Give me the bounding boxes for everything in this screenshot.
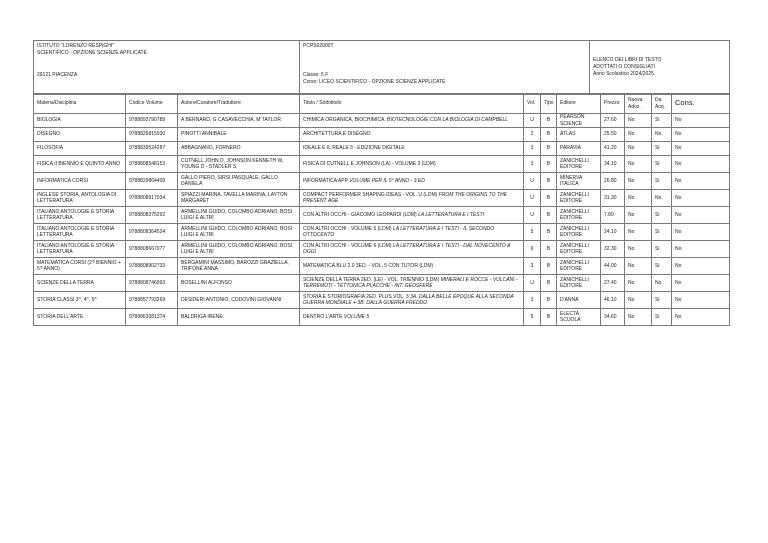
- cell-vol: U: [524, 207, 541, 224]
- cell-cons: No: [672, 156, 730, 173]
- cell-vol: U: [524, 275, 541, 292]
- list-title-1: ELENCO DEI LIBRI DI TESTO: [593, 57, 662, 63]
- cell-code: 9788857793269: [126, 292, 178, 309]
- cell-cons: No: [672, 207, 730, 224]
- cell-code: 9788808667977: [126, 241, 178, 258]
- cell-title: [300, 258, 524, 275]
- cell-publisher: ELECTA SCUOLA: [557, 309, 601, 326]
- table-row: [34, 275, 730, 292]
- cell-type: B: [541, 258, 557, 275]
- cell-title: [300, 292, 524, 309]
- cell-title-subtitle: LA LETTERATURA E I TESTI: [418, 211, 485, 218]
- cell-authors: CUTNELL JOHN D, JOHNSON KENNETH W, YOUNG D - STADLER S: [178, 156, 300, 173]
- cell-title: [300, 190, 524, 207]
- cell-new: No: [625, 190, 652, 207]
- cell-title-subtitle: CON LA BIOLOGIA DI CAMPBELL: [429, 117, 508, 124]
- cell-type: B: [541, 309, 557, 326]
- cell-title-subtitle: LA LETTERATURA E I TESTI - DAL NOVECENTO A OGGI: [303, 242, 511, 255]
- cell-title-subtitle: FROM THE ORIGINS TO THE PRESENT AGE: [303, 191, 507, 204]
- col-vol: Vol.: [524, 94, 541, 114]
- cell-code: 9788808746993: [126, 275, 178, 292]
- cell-title-main: CON ALTRI OCCHI - VOLUME 6 (LDM): [303, 242, 392, 249]
- cell-subject: STORIA CLASSI 3^, 4^, 5^: [34, 292, 126, 309]
- cell-vol: 5: [524, 224, 541, 241]
- cell-new: No: [625, 292, 652, 309]
- cell-authors: DESIDERI ANTONIO, CODOVINI GIOVANNI: [178, 292, 300, 309]
- cell-new: No: [625, 258, 652, 275]
- cell-new: No: [625, 275, 652, 292]
- col-authors: Autore/Curatore/Traduttore: [178, 94, 300, 114]
- cell-type: B: [541, 241, 557, 258]
- table-row: [34, 190, 730, 207]
- cell-title-subtitle: MINERALI E ROCCE - VULCANI - TERREMOTI - TETTONICA PLACCHE - INT. GEOSFERE: [303, 276, 518, 289]
- cell-buy: Si: [652, 241, 672, 258]
- cell-buy: Si: [652, 292, 672, 309]
- cell-price: 26.80: [601, 173, 625, 190]
- cell-publisher: MINERVA ITALICA: [557, 173, 601, 190]
- cell-cons: No: [672, 128, 730, 142]
- col-cons: Cons.: [672, 94, 730, 114]
- cell-price: 32.30: [601, 241, 625, 258]
- cell-buy: Si: [652, 156, 672, 173]
- cell-buy: Si: [652, 142, 672, 156]
- table-row: [34, 128, 730, 142]
- cell-code: 9788808364524: [126, 224, 178, 241]
- cell-publisher: ZANICHELLI EDITORE: [557, 207, 601, 224]
- cell-price: 34.60: [601, 309, 625, 326]
- cell-title-subtitle: LA LETTERATURA E I TESTI - IL SECONDO OTTOCENTO: [303, 225, 495, 238]
- cell-type: B: [541, 224, 557, 241]
- cell-publisher: ZANICHELLI EDITORE: [557, 156, 601, 173]
- cell-publisher: ZANICHELLI EDITORE: [557, 224, 601, 241]
- table-row: [34, 142, 730, 156]
- cell-title: [300, 224, 524, 241]
- cell-subject: ITALIANO ANTOLOGIE E STORIA LETTERATURA: [34, 224, 126, 241]
- table-row: [34, 156, 730, 173]
- cell-new: No: [625, 173, 652, 190]
- cell-vol: U: [524, 173, 541, 190]
- cell-publisher: D'ANNA: [557, 292, 601, 309]
- cell-price: 27.40: [601, 275, 625, 292]
- school-code: PCPS02000T: [303, 43, 334, 49]
- cell-price: 44.00: [601, 258, 625, 275]
- cell-authors: ARMELLINI GUIDO, COLOMBO ADRIANO, BOSI LUIGI E ALTRI: [178, 224, 300, 241]
- cell-subject: ITALIANO ANTOLOGIE E STORIA LETTERATURA: [34, 241, 126, 258]
- cell-buy: Si: [652, 114, 672, 128]
- document-header: [33, 40, 730, 95]
- col-to-buy-line1: Da: [655, 97, 662, 104]
- cell-type: B: [541, 275, 557, 292]
- table-row: [34, 241, 730, 258]
- cell-new: No: [625, 114, 652, 128]
- cell-subject: DISEGNO: [34, 128, 126, 142]
- cell-cons: No: [672, 258, 730, 275]
- cell-cons: No: [672, 241, 730, 258]
- list-info: [590, 41, 730, 95]
- cell-buy: No: [652, 275, 672, 292]
- table-row: [34, 258, 730, 275]
- col-new-adoption: [625, 94, 652, 114]
- cell-cons: No: [672, 292, 730, 309]
- cell-subject: SCIENZE DELLA TERRA: [34, 275, 126, 292]
- table-row: [34, 292, 730, 309]
- cell-cons: No: [672, 224, 730, 241]
- table-header-row: [34, 94, 730, 114]
- cell-authors: A BERNARD, G CASAVECCHIA, M TAYLOR: [178, 114, 300, 128]
- cell-authors: GALLO PIERO, SIRSI PASQUALE, GALLO DANIELA: [178, 173, 300, 190]
- cell-buy: Si: [652, 207, 672, 224]
- table-row: [34, 114, 730, 128]
- cell-code: 9788893790789: [126, 114, 178, 128]
- cell-price: 7.80: [601, 207, 625, 224]
- school-year: Anno Scolastico 2024/2025: [593, 71, 654, 77]
- cell-price: 27.60: [601, 114, 625, 128]
- cell-vol: 3: [524, 156, 541, 173]
- cell-vol: U: [524, 190, 541, 207]
- cell-type: B: [541, 292, 557, 309]
- table-row: [34, 173, 730, 190]
- cell-cons: No: [672, 275, 730, 292]
- cell-title: [300, 309, 524, 326]
- cell-type: B: [541, 128, 557, 142]
- cell-buy: No: [652, 190, 672, 207]
- cell-title: [300, 142, 524, 156]
- cell-title-subtitle: VOLUME PER IL 5° ANNO - 3 ED: [349, 177, 425, 184]
- cell-cons: No: [672, 309, 730, 326]
- cell-authors: BERGAMINI MASSIMO, BAROZZI GRAZIELLA, TRIFONE ANNA: [178, 258, 300, 275]
- cell-vol: 2: [524, 128, 541, 142]
- col-publisher: Editore: [557, 94, 601, 114]
- school-city: 29121 PIACENZA: [37, 72, 78, 78]
- cell-title-main: DENTRO L'ARTE: [303, 313, 343, 320]
- cell-buy: Si: [652, 224, 672, 241]
- cell-cons: No: [672, 142, 730, 156]
- cell-new: No: [625, 142, 652, 156]
- cell-title-subtitle: 3A. DALLA BELLE ÉPOQUE ALLA SECONDA GUERRA MONDIALE + 3B. DALLA GUERRA FREDDO: [303, 293, 514, 306]
- cell-buy: Si: [652, 173, 672, 190]
- col-new-adoption-line1: Nuova: [628, 97, 643, 104]
- table-row: [34, 207, 730, 224]
- cell-type: B: [541, 156, 557, 173]
- cell-code: 9788808902733: [126, 258, 178, 275]
- cell-price: 25.50: [601, 128, 625, 142]
- cell-code: 9788808548153: [126, 156, 178, 173]
- cell-new: No: [625, 309, 652, 326]
- cell-subject: STORIA DELL'ARTE: [34, 309, 126, 326]
- class-label: Classe: 5 F: [303, 72, 329, 78]
- cell-code: 9788826815930: [126, 128, 178, 142]
- cell-buy: Si: [652, 258, 672, 275]
- cell-code: 9788829864409: [126, 173, 178, 190]
- cell-price: 31.30: [601, 190, 625, 207]
- cell-subject: ITALIANO ANTOLOGIE E STORIA LETTERATURA: [34, 207, 126, 224]
- cell-type: B: [541, 173, 557, 190]
- cell-code: 9788839524287: [126, 142, 178, 156]
- cell-title-subtitle: VOLUME 5: [343, 313, 370, 320]
- cell-cons: No: [672, 114, 730, 128]
- cell-publisher: ZANICHELLI EDITORE: [557, 275, 601, 292]
- col-code: Codice Volume: [126, 94, 178, 114]
- cell-price: 46.10: [601, 292, 625, 309]
- cell-vol: 3: [524, 142, 541, 156]
- cell-subject: INGLESE STORIA, ANTOLOGIA DI LETTERATURA: [34, 190, 126, 207]
- cell-buy: No: [652, 128, 672, 142]
- cell-title-main: STORIA E STORIOGRAFIA 2ED. PLUS VOL. 3: [303, 293, 409, 300]
- cell-new: No: [625, 128, 652, 142]
- cell-title-main: CON ALTRI OCCHI - GIACOMO LEOPARDI (LDM): [303, 211, 417, 218]
- cell-title: [300, 207, 524, 224]
- cell-code: 9788808917034: [126, 190, 178, 207]
- cell-publisher: ZANICHELLI EDITORE: [557, 241, 601, 258]
- cell-subject: FISICA II BIENNIO E QUINTO ANNO: [34, 156, 126, 173]
- cell-publisher: PEARSON SCIENCE: [557, 114, 601, 128]
- table-row: [34, 224, 730, 241]
- cell-title-main: INFORMATICA APP: [303, 177, 348, 184]
- col-to-buy: [652, 94, 672, 114]
- cell-type: B: [541, 114, 557, 128]
- col-title: Titolo / Sottotitolo: [300, 94, 524, 114]
- cell-type: B: [541, 190, 557, 207]
- col-subject: Materia/Disciplina: [34, 94, 126, 114]
- cell-authors: BOSELLINI ALFONSO: [178, 275, 300, 292]
- cell-publisher: ZANICHELLI EDITORE: [557, 258, 601, 275]
- cell-title-main: COMPACT PERFORMER SHAPING IDEAS - VOL. U (LDM): [303, 191, 438, 198]
- cell-price: 34.10: [601, 156, 625, 173]
- cell-title-main: SCIENZE DELLA TERRA 2ED. (LE) - VOL. TRIENNIO (LDM): [303, 276, 440, 283]
- cell-type: B: [541, 207, 557, 224]
- col-type: Tipo: [541, 94, 557, 114]
- cell-price: 41.20: [601, 142, 625, 156]
- cell-publisher: PARAVIA: [557, 142, 601, 156]
- cell-authors: ARMELLINI GUIDO, COLOMBO ADRIANO, BOSI LUIGI E ALTRI: [178, 207, 300, 224]
- cell-subject: BIOLOGIA: [34, 114, 126, 128]
- cell-cons: No: [672, 190, 730, 207]
- cell-authors: PINOTTI ANNIBALE: [178, 128, 300, 142]
- cell-code: 9788863081374: [126, 309, 178, 326]
- table-row: [34, 309, 730, 326]
- cell-subject: FILOSOFIA: [34, 142, 126, 156]
- cell-title-main: IDEALE E IL REALE 3 - EDIZIONE DIGITALE: [303, 145, 405, 152]
- school-branch: SCIENTIFICO - OPZIONE SCIENZE APPLICATE: [37, 50, 147, 56]
- cell-new: No: [625, 207, 652, 224]
- cell-title: [300, 156, 524, 173]
- cell-publisher: ZANICHELLI EDITORE: [557, 190, 601, 207]
- cell-authors: SPIAZZI MARINA, TAVELLA MARINA, LAYTON MARGARET: [178, 190, 300, 207]
- school-info: [34, 41, 300, 95]
- cell-vol: U: [524, 114, 541, 128]
- cell-subject: INFORMATICA CORSI: [34, 173, 126, 190]
- cell-title: [300, 128, 524, 142]
- cell-vol: 3: [524, 258, 541, 275]
- cell-buy: Si: [652, 309, 672, 326]
- cell-title-main: FISICA DI CUTNELL E JOHNSON (LA) - VOLUME 3 (LDM): [303, 160, 436, 167]
- cell-authors: BALDRIGA IRENE: [178, 309, 300, 326]
- class-info: [300, 41, 590, 95]
- cell-code: 9788808375292: [126, 207, 178, 224]
- cell-title: [300, 241, 524, 258]
- cell-title-main: CHIMICA ORGANICA, BIOCHIMICA, BIOTECNOLOGIE: [303, 117, 429, 124]
- cell-title-main: CON ALTRI OCCHI - VOLUME 5 (LDM): [303, 225, 392, 232]
- cell-subject: MATEMATICA CORSI (2? BIENNIO + 5? ANNO): [34, 258, 126, 275]
- cell-cons: No: [672, 173, 730, 190]
- cell-type: B: [541, 142, 557, 156]
- cell-price: 24.10: [601, 224, 625, 241]
- books-table: [33, 93, 730, 326]
- cell-publisher: ATLAS: [557, 128, 601, 142]
- cell-vol: 6: [524, 241, 541, 258]
- course-label: Corso: LICEO SCIENTIFICO - OPZIONE SCIENZE APPLICATE: [303, 79, 446, 85]
- cell-title: [300, 114, 524, 128]
- cell-title: [300, 173, 524, 190]
- cell-new: No: [625, 156, 652, 173]
- cell-new: No: [625, 224, 652, 241]
- cell-title-main: MATEMATICA.BLU 2.0 3ED. - VOL. 5 CON TUTOR (LDM): [303, 262, 434, 269]
- cell-title-main: ARCHITETTURA E DISEGNO: [303, 131, 371, 138]
- col-new-adoption-line2: Adoz.: [628, 103, 641, 110]
- col-to-buy-line2: Acq.: [655, 103, 666, 110]
- school-name: ISTITUTO "LORENZO RESPIGHI": [37, 43, 115, 49]
- cell-vol: 5: [524, 309, 541, 326]
- cell-new: No: [625, 241, 652, 258]
- cell-title: [300, 275, 524, 292]
- cell-authors: ARMELLINI GUIDO, COLOMBO ADRIANO, BOSI LUIGI E ALTRI: [178, 241, 300, 258]
- cell-vol: 3: [524, 292, 541, 309]
- list-title-2: ADOTTATI O CONSIGLIATI: [593, 64, 655, 70]
- col-price: Prezzo: [601, 94, 625, 114]
- cell-authors: ABBAGNANO, FORNERO: [178, 142, 300, 156]
